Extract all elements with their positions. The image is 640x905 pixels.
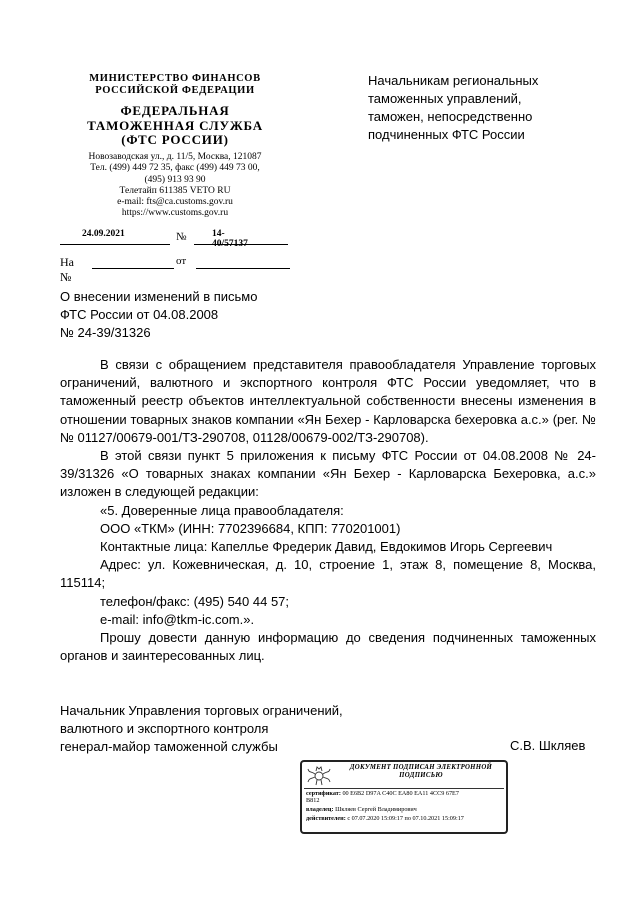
ministry-name: МИНИСТЕРСТВО ФИНАНСОВ РОССИЙСКОЙ ФЕДЕРАЦИИ [89,73,261,96]
clause-address: Адрес: ул. Кожевническая, д. 10, строение 1, этаж 8, помещение 8, Москва, 115114; [60,557,596,591]
email: e-mail: fts@ca.customs.gov.ru [117,197,233,208]
e-signature-stamp [300,760,508,834]
stamp-validity: действителен: с 07.07.2020 15:09:17 по 07.10.2021 15:09:17 [306,815,464,822]
reference-underline [92,268,174,269]
website: https://www.customs.gov.ru [121,208,229,219]
paragraph-1: В связи с обращением представителя правообладателя Управление торговых ограничений, валютного и экспортного контроля ФТС России уведомляет, что в таможенный реестр объектов интеллектуальной собственности внесены изменения в отношении товарных знаков компании «Ян Бехер - Карловарска бехеровка а.с.» (рег. №№ 01127/00679-001/ТЗ-290708, 01128/00679-002/ТЗ-290708). [60,357,596,445]
letter-body [60,356,596,665]
clause-email: e-mail: info@tkm-ic.com.». [100,611,255,627]
subject: О внесении изменений в письмо ФТС России от 04.08.2008 № 24-39/31326 [60,289,258,340]
telex: Телетайп 611385 VETO RU [119,185,231,196]
stamp-certificate: сертификат: 00 E6B2 D97A C40C EA80 EA11 4CC9 67E7 [306,790,459,797]
stamp-divider [304,788,504,789]
stamp-owner: владелец: Шкляев Сергей Владимирович [306,806,417,813]
reference-label: На № [60,255,74,284]
stamp-certificate-cont: B812 [306,797,320,804]
paragraph-2: В этой связи пункт 5 приложения к письму ФТС России от 04.08.2008 № 24-39/31326 «О товарных знаках компании «Ян Бехер - Карловарска Бехеровка, а.с.» изложен в следующей редакции: [60,448,596,500]
clause-company: ООО «ТКМ» (ИНН: 7702396684, КПП: 770201001) [100,520,401,536]
clause-contacts: Контактные лица: Капеллье Фредерик Давид, Евдокимов Игорь Сергеевич [100,539,553,555]
paragraph-3: Прошу довести данную информацию до сведения подчиненных таможенных органов и заинтересованных лиц. [60,630,596,664]
addressee: Начальникам региональных таможенных управлений, таможен, непосредственно подчиненных ФТС России [368,73,539,142]
clause-phone: телефон/факс: (495) 540 44 57; [100,593,290,609]
signatory-position: Начальник Управления торговых ограничений, валютного и экспортного контроля генерал-майор таможенной службы [60,703,343,754]
stamp-title: ДОКУМЕНТ ПОДПИСАН ЭЛЕКТРОННОЙ ПОДПИСЬЮ [349,764,493,779]
contacts-block [40,152,310,220]
reference-from: от [176,255,187,267]
reference-date-underline [196,268,290,269]
phone: Тел. (499) 449 72 35, факс (499) 449 73 00, [90,163,260,174]
phone-2: (495) 913 93 90 [144,174,206,185]
service-name: ФЕДЕРАЛЬНАЯ ТАМОЖЕННАЯ СЛУЖБА (ФТС РОССИИ) [87,103,263,147]
eagle-emblem-icon [306,765,332,787]
number-sign: № [176,231,187,243]
address: Новозаводская ул., д. 11/5, Москва, 121087 [88,152,262,162]
clause-title: «5. Доверенные лица правообладателя: [100,502,344,518]
number-underline [194,244,288,245]
signatory-name: С.В. Шкляев [510,738,586,753]
registration-number: 14-40/57137 [212,229,248,249]
date-underline [60,244,170,245]
registration-date: 24.09.2021 [82,229,125,239]
